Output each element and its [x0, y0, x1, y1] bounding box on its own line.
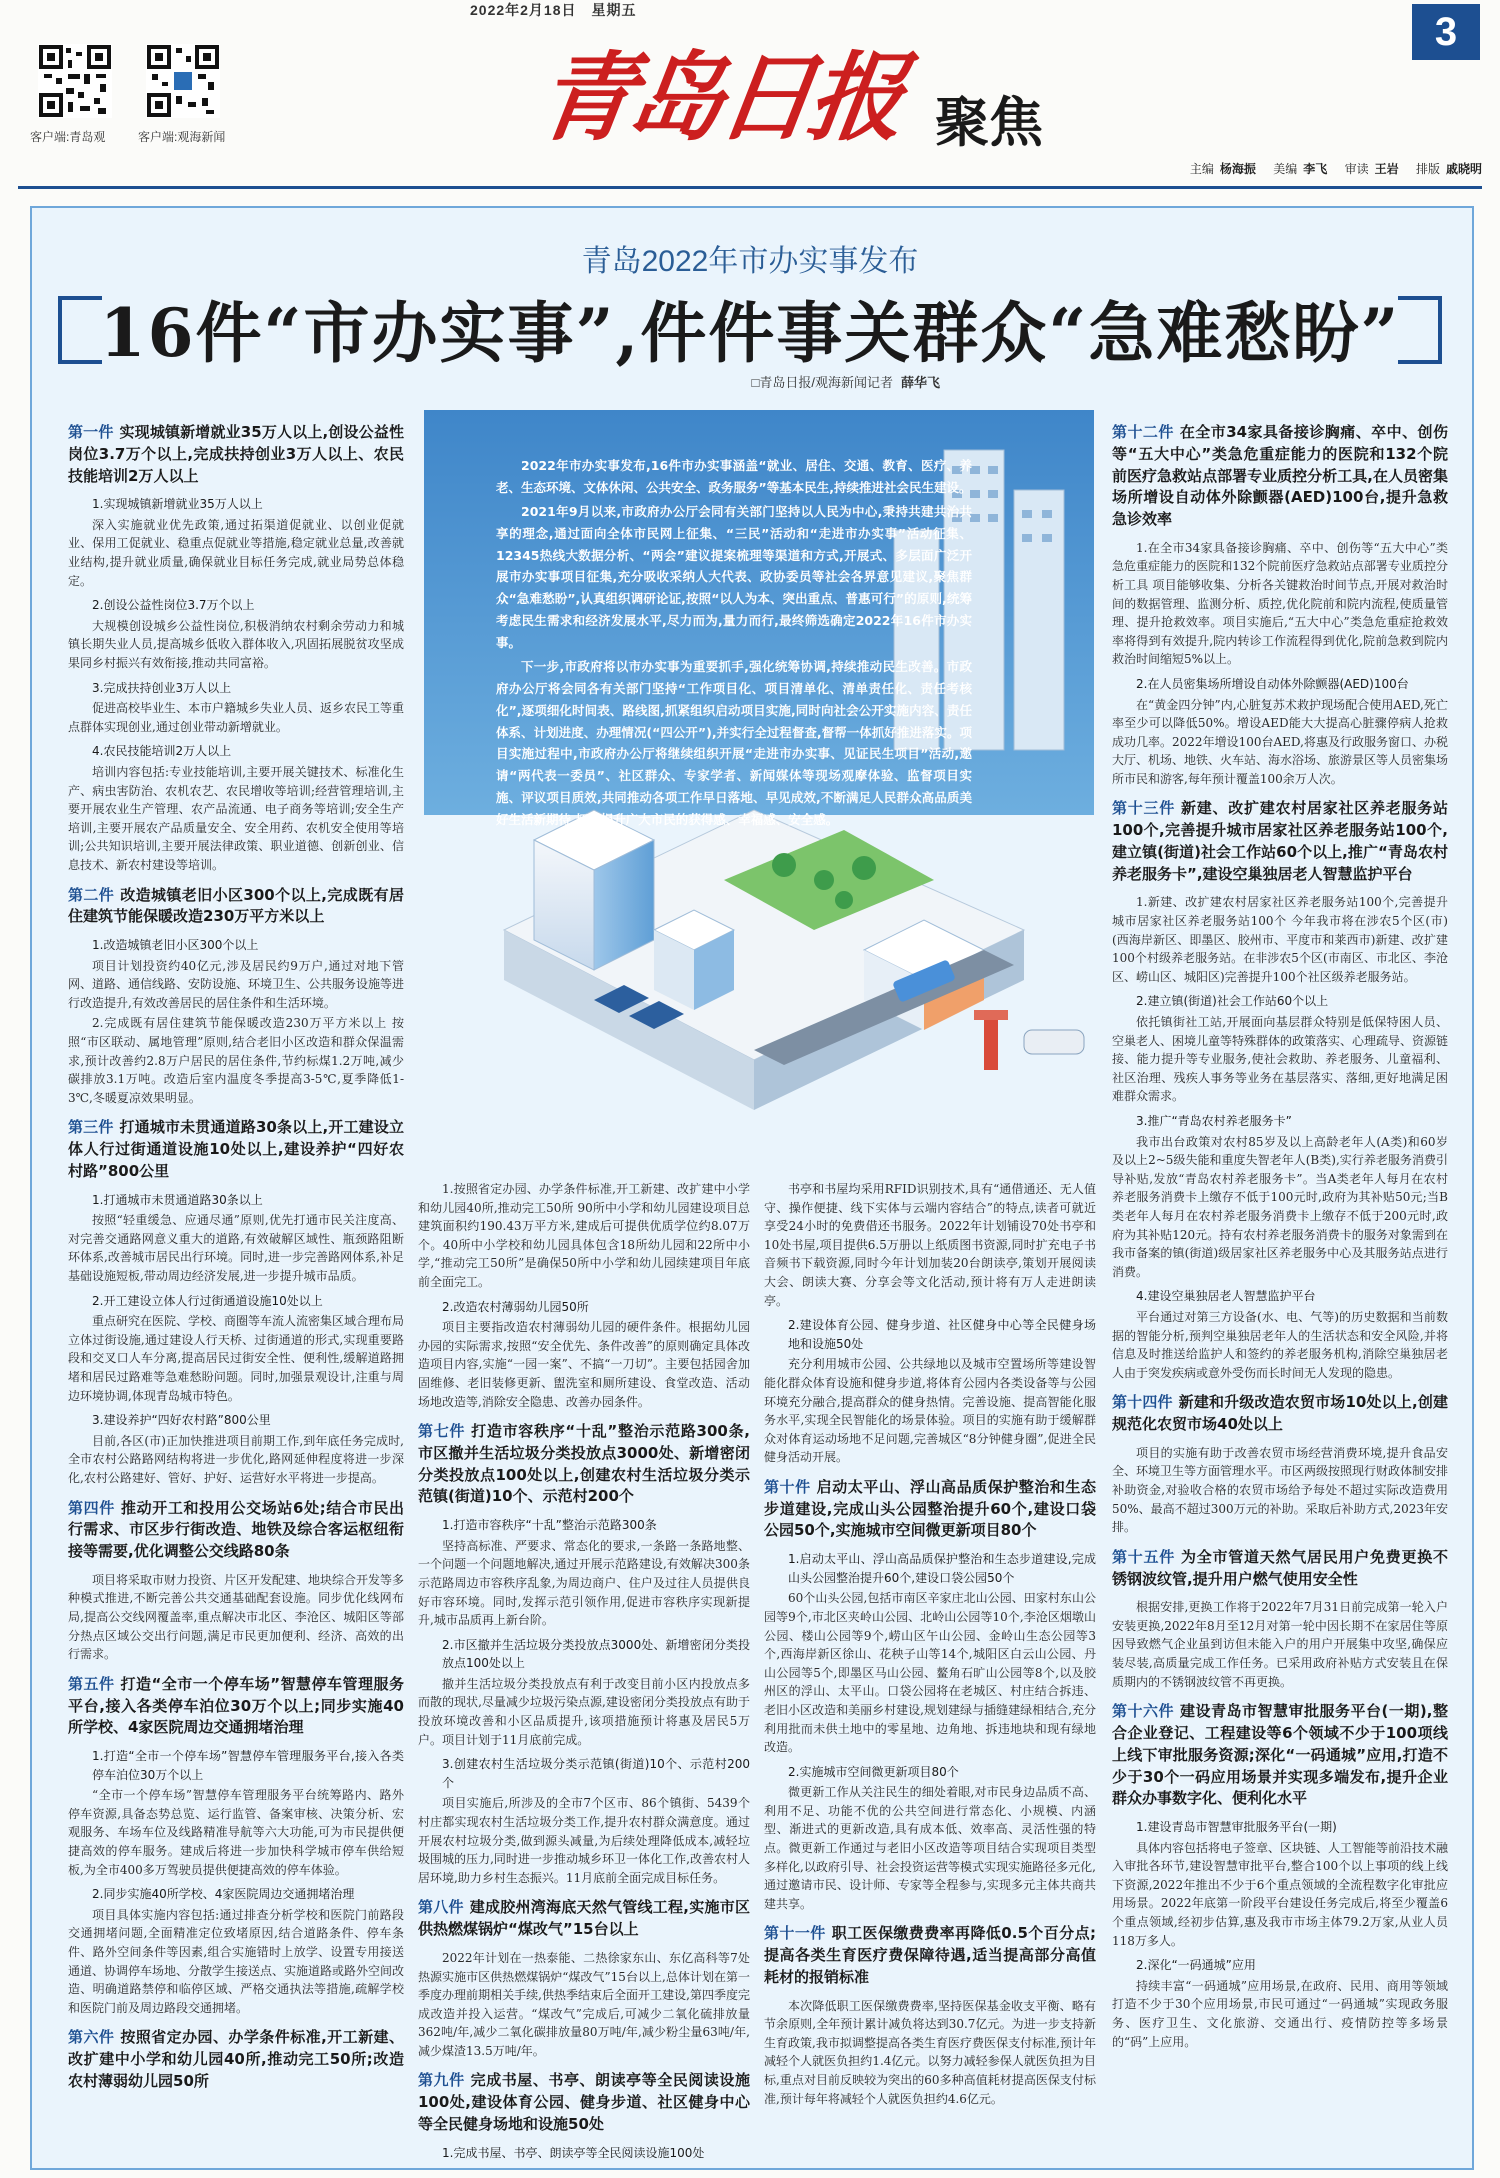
staff-role: 排版 [1415, 162, 1440, 176]
paragraph: 60个山头公园,包括市南区辛家庄北山公园、田家村东山公园等9个,市北区夹岭山公园、北岭山公园等10个,李沧区烟墩山公园、楼山公园等9个,崂山区午山公园、金岭山生态公园等3个,西海岸新区徐山、花秧子山等14个,城阳区白云山公园、丹山公园等5个,即墨区马山公园、鳌角石旷山公园等8个,以及胶州区的浮山、太平山。口袋公园将在老城区、村庄结合拆违、老旧小区改造和美丽乡村建设,规划建绿与插缝建绿相结合,充分利用批而未供土地中的零星地、边角地、拆违地块和现有绿地改造。 [764, 1591, 1096, 1755]
paragraph: 按照“轻重缓急、应通尽通”原则,优先打通市民关注度高、对完善交通路网意义重大的道路,有效破解区域性、瓶颈路阻断环体系,改善城市居民出行环境。同时,进一步完善路网体系,补足基础设施短板,带动周边经济发展,进一步提升城市品质。 [68, 1213, 404, 1283]
subheading: 1.完成书屋、书亭、朗读亭等全民阅读设施100处 [442, 2145, 705, 2160]
section-heading: 建成胶州湾海底天然气管线工程,实施市区供热燃煤锅炉“煤改气”15台以上 [418, 1898, 750, 1939]
subheading: 2.改造农村薄弱幼儿园50所 [442, 1299, 589, 1314]
column-middle-left [418, 1180, 750, 2164]
subheading: 2.建设体育公园、健身步道、社区健身中心等全民健身场地和设施50处 [788, 1318, 1096, 1351]
subheading: 2.创设公益性岗位3.7万个以上 [92, 598, 255, 613]
subheading: 1.改造城镇老旧小区300个以上 [92, 938, 259, 953]
section-title [418, 1421, 750, 1508]
section-title [68, 1117, 404, 1182]
subheading: 1.打造市容秩序“十乱”整治示范路300条 [442, 1518, 657, 1533]
section-number: 第十三件 [1112, 799, 1175, 818]
article-intro [496, 455, 972, 833]
section-number: 第十二件 [1112, 423, 1174, 441]
section-heading: 职工医保缴费费率再降低0.5个百分点;提高各类生育医疗费保障待遇,适当提高部分高值耗材的报销标准 [764, 1924, 1096, 1986]
paragraph: 微更新工作从关注民生的细处着眼,对市民身边品质不高、利用不足、功能不优的公共空间进行常态化、小规模、内涵型、渐进式的更新改造,具有成本低、效率高、灵活性强的特点。微更新工作通过与老旧小区改造等项目结合实现项目类型多样化,以政府引导、社会投资运营等模式实现实施路径多元化,通过邀请市民、设计师、专家等全程参与,实现多元主体共商共建共享。 [764, 1785, 1096, 1911]
paragraph: 促进高校毕业生、本市户籍城乡失业人员、返乡农民工等重点群体实现创业,通过创业带动新增就业。 [68, 701, 405, 734]
section-heading: 为全市管道天然气居民用户免费更换不锈钢波纹管,提升用户燃气使用安全性 [1112, 1547, 1448, 1588]
paragraph: 目前,各区(市)正加快推进项目前期工作,到年底任务完成时,全市农村公路路网结构将进一步优化,路网延伸程度将进一步深化,农村公路建好、管好、护好、运营好水平将进一步提高。 [68, 1433, 404, 1485]
section-number: 第十六件 [1112, 1702, 1175, 1721]
intro-paragraph: 2022年市办实事发布,16件市办实事涵盖“就业、居住、交通、教育、医疗、养老、生态环境、文体休闲、公共安全、政务服务”等基本民生,持续推进社会民生建设。 [496, 458, 972, 495]
paragraph: 平台通过对第三方设备(水、电、气等)的历史数据和当前数据的智能分析,预判空巢独居老年人的生活状态和安全风险,并将信息及时推送给监护人和签约的养老服务机构,消除空巢独居老人由于突发疾病或意外受伤而长时间无人发现的隐患。 [1112, 1309, 1448, 1380]
column-left [68, 412, 404, 2101]
section-title [418, 2070, 750, 2135]
section-heading: 新建和升级改造农贸市场10处以上,创建规范化农贸市场40处以上 [1112, 1393, 1448, 1434]
qr-code-1[interactable] [38, 44, 112, 118]
section-heading: 按照省定办园、办学条件标准,开工新建、改扩建中小学和幼儿园40所,推动完工50所;改造农村薄弱幼儿园50所 [68, 2028, 404, 2090]
paragraph: 本次降低职工医保缴费费率,坚持医保基金收支平衡、略有节余原则,全年预计累计减负将达到30.7亿元。为进一步支持新生育政策,我市拟调整提高各类生育医疗费医保支付标准,预计年减轻个人就医负担约1.4亿元。以努力减轻参保人就医负担为目标,重点对目前反映较为突出的60多种高值耗材提高医保支付标准,预计每年将减轻个人就医负担约4.6亿元。 [764, 1998, 1096, 2106]
paragraph: 在“黄金四分钟”内,心脏复苏术救护现场配合使用AED,死亡率至少可以降低50%。增设AED能大大提高心脏骤停病人抢救成功几率。2022年增设100台AED,将惠及行政服务窗口、办税大厅、机场、地铁、火车站、海水浴场、旅游景区等人员密集场所市民和游客,每年预计覆盖100余万人次。 [1112, 697, 1449, 786]
section-heading: 实现城镇新增就业35万人以上,创设公益性岗位3.7万个以上,完成扶持创业3万人以上、农民技能培训2万人以上 [68, 423, 404, 485]
staff-role: 美编 [1273, 162, 1298, 176]
section-number: 第二件 [68, 885, 115, 904]
column-middle-right [764, 1180, 1096, 2110]
subheading: 1.打造“全市一个停车场”智慧停车管理服务平台,接入各类停车泊位30万个以上 [92, 1749, 404, 1782]
section-heading: 打通城市未贯通道路30条以上,开工建设立体人行过街通道设施10处以上,建设养护“四好农村路”800公里 [68, 1118, 404, 1180]
paragraph: 培训内容包括:专业技能培训,主要开展关键技术、标准化生产、病虫害防治、农机农艺、农民增收等培训;经营管理培训,主要开展农业生产管理、农产品流通、电子商务等培训;安全生产培训,主要开展农产品质量安全、安全用药、农机安全使用等培训;公共知识培训,主要开展法律政策、职业道德、创新创业、信息技术、新农村建设等培训。 [68, 764, 404, 872]
section-number: 第一件 [68, 423, 114, 441]
byline [640, 372, 940, 391]
paragraph: 重点研究在医院、学校、商圈等车流人流密集区域合理布局立体过街设施,通过建设人行天桥、过街通道的形式,实现重要路段和交叉口人车分离,提高居民过街安全性、便利性,缓解道路拥堵和居民过路难等急难愁盼问题。同时,加强景观设计,注重与周边环境协调,体现青岛城市特色。 [68, 1314, 405, 1403]
section-heading: 打造市容秩序“十乱”整治示范路300条,市区撤并生活垃圾分类投放点3000处、新增密闭分类投放点100处以上,创建农村生活垃圾分类示范镇(街道)10个、示范村200个 [418, 1422, 750, 1506]
subheading: 2.深化“一码通城”应用 [1136, 1958, 1256, 1973]
section-heading: 完成书屋、书亭、朗读亭等全民阅读设施100处,建设体育公园、健身步道、社区健身中心等全民健身场地和设施50处 [418, 2071, 750, 2133]
section-title [1112, 1547, 1448, 1591]
intro-paragraph: 下一步,市政府将以市办实事为重要抓手,强化统筹协调,持续推动民生改善。市政府办公厅将会同各有关部门坚持“工作项目化、项目清单化、清单责任化、责任考核化”,逐项细化时间表、路线图,抓紧组织启动项目实施,同时向社会公开实施内容、责任体系、计划进度、办理情况(“四公开”),并实行全过程督查,督帮一体抓好推进落实。项目实施过程中,市政府办公厅将继续组织开展“走进市办实事、见证民生项目”活动,邀请“两代表一委员”、社区群众、专家学者、新闻媒体等现场观摩体验、监督项目实施、评议项目质效,共同推动各项工作早日落地、早见成效,不断满足人民群众高品质美好生活新期待,切实提升广大市民的获得感、幸福感、安全感。 [496, 658, 972, 827]
subheading: 1.启动太平山、浮山高品质保护整治和生态步道建设,完成山头公园整治提升60个,建设口袋公园50个 [788, 1552, 1096, 1585]
byline-author: 薛华飞 [900, 375, 940, 390]
paragraph: 具体内容包括将电子签章、区块链、人工智能等前沿技术融入审批各环节,建设智慧审批平台,整合100个以上事项的线上线下资源,2022年推出不少于6个重点领域的全流程数字化审批应用场景。2022年底第一阶段平台建设任务完成后,将至少覆盖6个重点领域,经初步估算,惠及我市市场主体79.2万家,从业人员118万多人。 [1112, 1840, 1449, 1948]
paragraph: 我市出台政策对农村85岁及以上高龄老年人(A类)和60岁及以上2~5级失能和重度失智老年人(B类),实行养老服务消费引导补贴,发放“青岛农村养老服务卡”。当A类老年人每月在农村养老服务消费卡上缴存不低于100元时,政府为其补贴50元;当B类老年人每月在农村养老服务消费卡上缴存不低于200元时,政府为其补贴120元。持有农村养老服务消费卡的服务对象需到在我市备案的镇(街道)级居家社区养老服务中心及其服务站点进行消费。 [1112, 1134, 1448, 1279]
subheading: 3.建设养护“四好农村路”800公里 [92, 1413, 271, 1428]
qr-label-2: 客户端:观海新闻 [138, 130, 226, 144]
subheading: 2.市区撤并生活垃圾分类投放点3000处、新增密闭分类投放点100处以上 [442, 1637, 750, 1671]
staff-role: 主编 [1189, 162, 1214, 176]
section-number: 第九件 [418, 2071, 465, 2090]
staff-role: 审读 [1344, 162, 1369, 176]
newspaper-logo: 青岛日报 [531, 41, 907, 154]
section-heading: 在全市34家具备接诊胸痛、卒中、创伤等“五大中心”类急危重症能力的医院和132个院前医疗急救站点部署专业质控分析工具,在人员密集场所增设自动体外除颤器(AED)100台,提升急救急诊效率 [1112, 423, 1448, 528]
paragraph: 撤并生活垃圾分类投放点有利于改变目前小区内投放点多而散的现状,尽量减少垃圾污染点源,建设密闭分类投放点有助于投放环境改善和小区品质提升,该项措施预计将惠及居民5万户。项目计划于11月底前完成。 [418, 1676, 750, 1747]
paragraph: 2.完成既有居住建筑节能保暖改造230万平方米以上 按照“市区联动、属地管理”原则,结合老旧小区改造和群众保温需求,预计改善约2.8万户居民的居住条件,节约标煤1.2万吨,减少碳排放3.1万吨。改造后室内温度冬季提高3-5℃,夏季降低1-3℃,冬暖夏凉效果明显。 [68, 1016, 404, 1105]
paragraph: 项目实施后,所涉及的全市7个区市、86个镇街、5439个村庄都实现农村生活垃圾分类工作,提升农村群众满意度。通过开展农村垃圾分类,做到源头减量,为后续处理降低成本,减轻垃圾围城的压力,同时进一步推动城乡环卫一体化工作,改善农村人居环境,助力乡村生态振兴。11月底前全面完成目标任务。 [418, 1796, 750, 1885]
section-number: 第三件 [68, 1118, 114, 1137]
paragraph: 项目具体实施内容包括:通过排查分析学校和医院门前路段交通拥堵问题,全面精准定位致堵原因,结合道路条件、停车条件、路外空间条件等因素,组合实施错时上放学、设置专用接送通道、协调停车场地、分散学生接送点、实施道路或路外空间改造、明确道路禁停和临停区域、严格交通执法等措施,疏解学校和医院门前及周边路段交通拥堵。 [68, 1907, 405, 2015]
section-title [68, 2027, 404, 2092]
section-name: 聚焦 [935, 90, 1043, 154]
section-heading: 改造城镇老旧小区300个以上,完成既有居住建筑节能保暖改造230万平方米以上 [68, 885, 404, 926]
section-number: 第十一件 [764, 1924, 826, 1943]
subheading: 2.建立镇(街道)社会工作站60个以上 [1136, 994, 1329, 1009]
staff-name: 李飞 [1303, 162, 1328, 176]
subheading: 4.农民技能培训2万人以上 [92, 744, 232, 759]
section-title [1112, 422, 1448, 531]
paragraph: 充分利用城市公园、公共绿地以及城市空置场所等建设智能化群众体育设施和健身步道,将体育公园内各类设备等与公园环境充分融合,提高群众的健身热情。完善设施、提高智能化服务水平,实现全民智能化的场景体验。项目的实施有助于缓解群众对体育运动场地不足问题,完善城区“8分钟健身圈”,促进全民健身活动开展。 [764, 1357, 1096, 1465]
paragraph: 1.在全市34家具备接诊胸痛、卒中、创伤等“五大中心”类急危重症能力的医院和132个院前医疗急救站点部署专业质控分析工具 项目能够收集、分析各关键救治时间节点,开展对救治时间的数据管理、监测分析、质控,优化院前和院内流程,使质量管理、提升抢救效率。项目实施后,“五大中心”类急危重症抢救效率将得到有效提升,院内转诊工作流程得到优化,院前急救到院内救治时间缩短5%以上。 [1112, 540, 1448, 667]
section-number: 第十四件 [1112, 1393, 1173, 1412]
section-title [1112, 1701, 1448, 1810]
paragraph: 坚持高标准、严要求、常态化的要求,一条路一条路地整、一个问题一个问题地解决,通过开展示范路建设,有效解决300条示范路周边市容秩序乱象,为周边商户、住户及过往人员提供良好市容环境。同时,发挥示范引领作用,促进市容秩序实现新提升,城市品质再上新台阶。 [418, 1538, 750, 1628]
intro-paragraph: 2021年9月以来,市政府办公厅会同有关部门坚持以人民为中心,秉持共建共治共享的理念,通过面向全体市民网上征集、“三民”活动和“走进市办实事”活动征集、12345热线大数据分析、“两会”建议提案梳理等渠道和方式,开展式、多层面广泛开展市办实事项目征集,充分吸收采纳人大代表、政协委员等社会各界意见建议,聚焦群众“急难愁盼”,认真组织调研论证,按照“以人为本、突出重点、普惠可行”的原则,统筹考虑民生需求和经济发展水平,尽力而为,量力而行,最终筛选确定2022年16件市办实事。 [496, 503, 972, 650]
section-title [1112, 798, 1448, 885]
paragraph: 大规模创设城乡公益性岗位,积极消纳农村剩余劳动力和城镇长期失业人员,提高城乡低收入群体收入,巩固拓展脱贫攻坚成果同乡村振兴有效衔接,推动共同富裕。 [68, 618, 404, 670]
section-title [68, 885, 404, 929]
section-heading: 打造“全市一个停车场”智慧停车管理服务平台,接入各类停车泊位30万个以上;同步实施40所学校、4家医院周边交通拥堵治理 [68, 1674, 404, 1737]
subheading: 1.实现城镇新增就业35万人以上 [92, 497, 263, 512]
subheading: 4.建设空巢独居老人智慧监护平台 [1136, 1289, 1316, 1304]
section-number: 第八件 [418, 1898, 464, 1917]
subheading: 1.建设青岛市智慧审批服务平台(一期) [1136, 1820, 1337, 1834]
section-title [764, 1923, 1096, 1988]
paragraph: 项目的实施有助于改善农贸市场经营消费环境,提升食品安全、环境卫生等方面管理水平。市区两级按照现行财政体制安排补助资金,对验收合格的农贸市场给予每处不超过实际改造费用50%、最高不超过300万元的补助。采取后补助方式,2023年安排。 [1112, 1445, 1449, 1535]
subheading: 3.完成扶持创业3万人以上 [92, 680, 232, 695]
section-number: 第十五件 [1112, 1547, 1175, 1566]
header-rule [18, 186, 1482, 189]
staff-name: 戚晓明 [1445, 162, 1482, 176]
section-heading: 建设青岛市智慧审批服务平台(一期),整合企业登记、工程建设等6个领域不少于100项线上线下审批服务资源;深化“一码通城”应用,打造不少于30个一码应用场景并实现多端发布,提升企业群众办事数字化、便利化水平 [1112, 1702, 1448, 1808]
staff-name: 杨海振 [1219, 162, 1256, 176]
section-number: 第六件 [68, 2028, 115, 2047]
section-title [68, 1674, 404, 1739]
paragraph: 深入实施就业优先政策,通过拓渠道促就业、以创业促就业、保用工促就业、稳重点促就业等措施,稳定就业总量,改善就业结构,提升就业质量,确保就业目标任务完成,就业局势总体稳定。 [68, 517, 404, 588]
section-heading: 推动开工和投用公交场站6处;结合市民出行需求、市区步行街改造、地铁及综合客运枢纽衔接等需要,优化调整公交线路80条 [68, 1498, 404, 1561]
staff-credits [1190, 160, 1482, 177]
paragraph: 2022年计划在一热泰能、二热徐家东山、东亿高科等7处热源实施市区供热燃煤锅炉“煤改气”15台以上,总体计划在第一季度办理前期相关手续,供热季结束后全面开工建设,第四季度完成改造并投入运营。“煤改气”完成后,可减少二氧化硫排放量362吨/年,减少二氧化碳排放量80万吨/年,减少粉尘量63吨/年,减少煤渣13.5万吨/年。 [418, 1950, 750, 2058]
section-heading: 新建、改扩建农村居家社区养老服务站100个,完善提升城市居家社区养老服务站100个,建立镇(街道)社会工作站60个以上,推广“青岛农村养老服务卡”,建设空巢独居老人智慧监护平台 [1112, 799, 1448, 883]
paragraph: 依托镇街社工站,开展面向基层群众特别是低保特困人员、空巢老人、困境儿童等特殊群体的政策落实、心理疏导、资源链接、能力提升等专业服务,使社会救助、养老服务、儿童福利、社区治理、残疾人事务等业务在基层落实、落细,更好地满足困难群众需求。 [1112, 1015, 1449, 1104]
qr-label-1: 客户端:青岛观 [30, 130, 106, 144]
headline: 16件“市办实事”,件件事关群众“急难愁盼” [99, 294, 1401, 372]
section-title [68, 1498, 404, 1563]
staff-name: 王岩 [1374, 162, 1399, 176]
paragraph: 项目主要指改造农村薄弱幼儿园的硬件条件。根据幼儿园办园的实际需求,按照“安全优先、条件改善”的原则确定具体改造项目内容,实施“一园一案”、不搞“一刀切”。主要包括园舍加固维修、老旧装修更新、盥洗室和厕所建设、食堂改造、活动场地改造等,消除安全隐患、改善办园条件。 [418, 1320, 750, 1409]
paragraph: 1.按照省定办园、办学条件标准,开工新建、改扩建中小学和幼儿园40所,推动完工50所 90所中小学和幼儿园建设项目总建筑面积约190.43万平方米,建成后可提供优质学位约8.07万个。40所中小学校和幼儿园具体包含18所幼儿园和22所中小学,“推动完工50所”是确保50所中小学和幼儿园续建项目年底前全面完工。 [418, 1182, 750, 1289]
paragraph: “全市一个停车场”智慧停车管理服务平台统筹路内、路外停车资源,具备态势总览、运行监管、备案审核、决策分析、宏观服务、车场车位及线路精准导航等六大功能,可为市民提供便捷高效的停车服务。建成后将进一步加快科学城市停车供给短板,为全市400多万驾驶员提供便捷高效的停车体验。 [68, 1788, 404, 1877]
section-title [764, 1477, 1096, 1542]
paragraph: 持续丰富“一码通城”应用场景,在政府、民用、商用等领域打造不少于30个应用场景,市民可通过“一码通城”实现政务服务、医疗卫生、文化旅游、交通出行、疫情防控等多场景的“码”上应用。 [1112, 1978, 1448, 2049]
paragraph: 项目计划投资约40亿元,涉及居民约9万户,通过对地下管网、道路、通信线路、安防设施、环境卫生、公共服务设施等进行改造提升,有效改善居民的居住条件和生活环境。 [68, 958, 405, 1010]
subheading: 2.实施城市空间微更新项目80个 [788, 1764, 959, 1779]
subheading: 3.创建农村生活垃圾分类示范镇(街道)10个、示范村200个 [442, 1757, 750, 1790]
paragraph: 根据安排,更换工作将于2022年7月31日前完成第一轮入户安装更换,2022年8月至12月对第一轮中因长期不在家居住等原因导致燃气企业虽到访但未能入户的用户开展集中攻坚,确保应装尽装,高质量完成工作任务。已采用政府补贴方式安装且在保质期内的不锈钢波纹管不再更换。 [1112, 1600, 1448, 1689]
qr-code-2[interactable] [146, 44, 220, 118]
byline-source: □青岛日报/观海新闻记者 [751, 375, 893, 390]
subheading: 2.开工建设立体人行过街通道设施10处以上 [92, 1293, 323, 1308]
subheading: 2.同步实施40所学校、4家医院周边交通拥堵治理 [92, 1887, 355, 1902]
section-number: 第五件 [68, 1674, 115, 1693]
page-number: 3 [1412, 4, 1480, 60]
section-title [68, 422, 404, 487]
subheading: 1.打通城市未贯通道路30条以上 [92, 1192, 263, 1207]
paragraph: 项目将采取市财力投资、片区开发配建、地块综合开发等多种模式推进,不断完善公共交通基础配套设施。同步优化线网布局,提高公交线网覆盖率,重点解决市北区、李沧区、城阳区等部分热点区域公交出行问题,满足市民更加便利、经济、高效的出行需求。 [68, 1572, 405, 1662]
issue-date: 2022年2月18日 星期五 [470, 2, 637, 18]
subheading: 3.推广“青岛农村养老服务卡” [1136, 1114, 1292, 1128]
column-right [1112, 412, 1448, 2053]
section-number: 第四件 [68, 1498, 115, 1517]
section-number: 第七件 [418, 1422, 466, 1441]
paragraph: 1.新建、改扩建农村居家社区养老服务站100个,完善提升城市居家社区养老服务站100个 今年我市将在涉农5个区(市)(西海岸新区、即墨区、胶州市、平度市和莱西市)新建、改扩建100个村级养老服务站。在非涉农5个区(市南区、市北区、李沧区、崂山区、城阳区)完善提升100个社区级养老服务站。 [1112, 895, 1448, 984]
section-heading: 启动太平山、浮山高品质保护整治和生态步道建设,完成山头公园整治提升60个,建设口袋公园50个,实施城市空间微更新项目80个 [764, 1477, 1096, 1540]
section-number: 第十件 [764, 1477, 811, 1496]
subheading: 2.在人员密集场所增设自动体外除颤器(AED)100台 [1136, 676, 1409, 691]
kicker: 青岛2022年市办实事发布 [581, 245, 919, 278]
paragraph: 书亭和书屋均采用RFID识别技术,具有“通借通还、无人值守、操作便捷、线下实体与云端内容结合”的特点,读者可就近享受24小时的免费借还书服务。2022年计划铺设70处书亭和10处书屋,项目提供6.5万册以上纸质图书资源,同时扩充电子书音频书下载资源,同时今年计划加装20台朗读亭,策划开展阅读大会、朗读大赛、分享会等文化活动,预计将有万人走进朗读亭。 [764, 1182, 1096, 1308]
section-title [418, 1897, 750, 1941]
section-title [1112, 1392, 1448, 1436]
